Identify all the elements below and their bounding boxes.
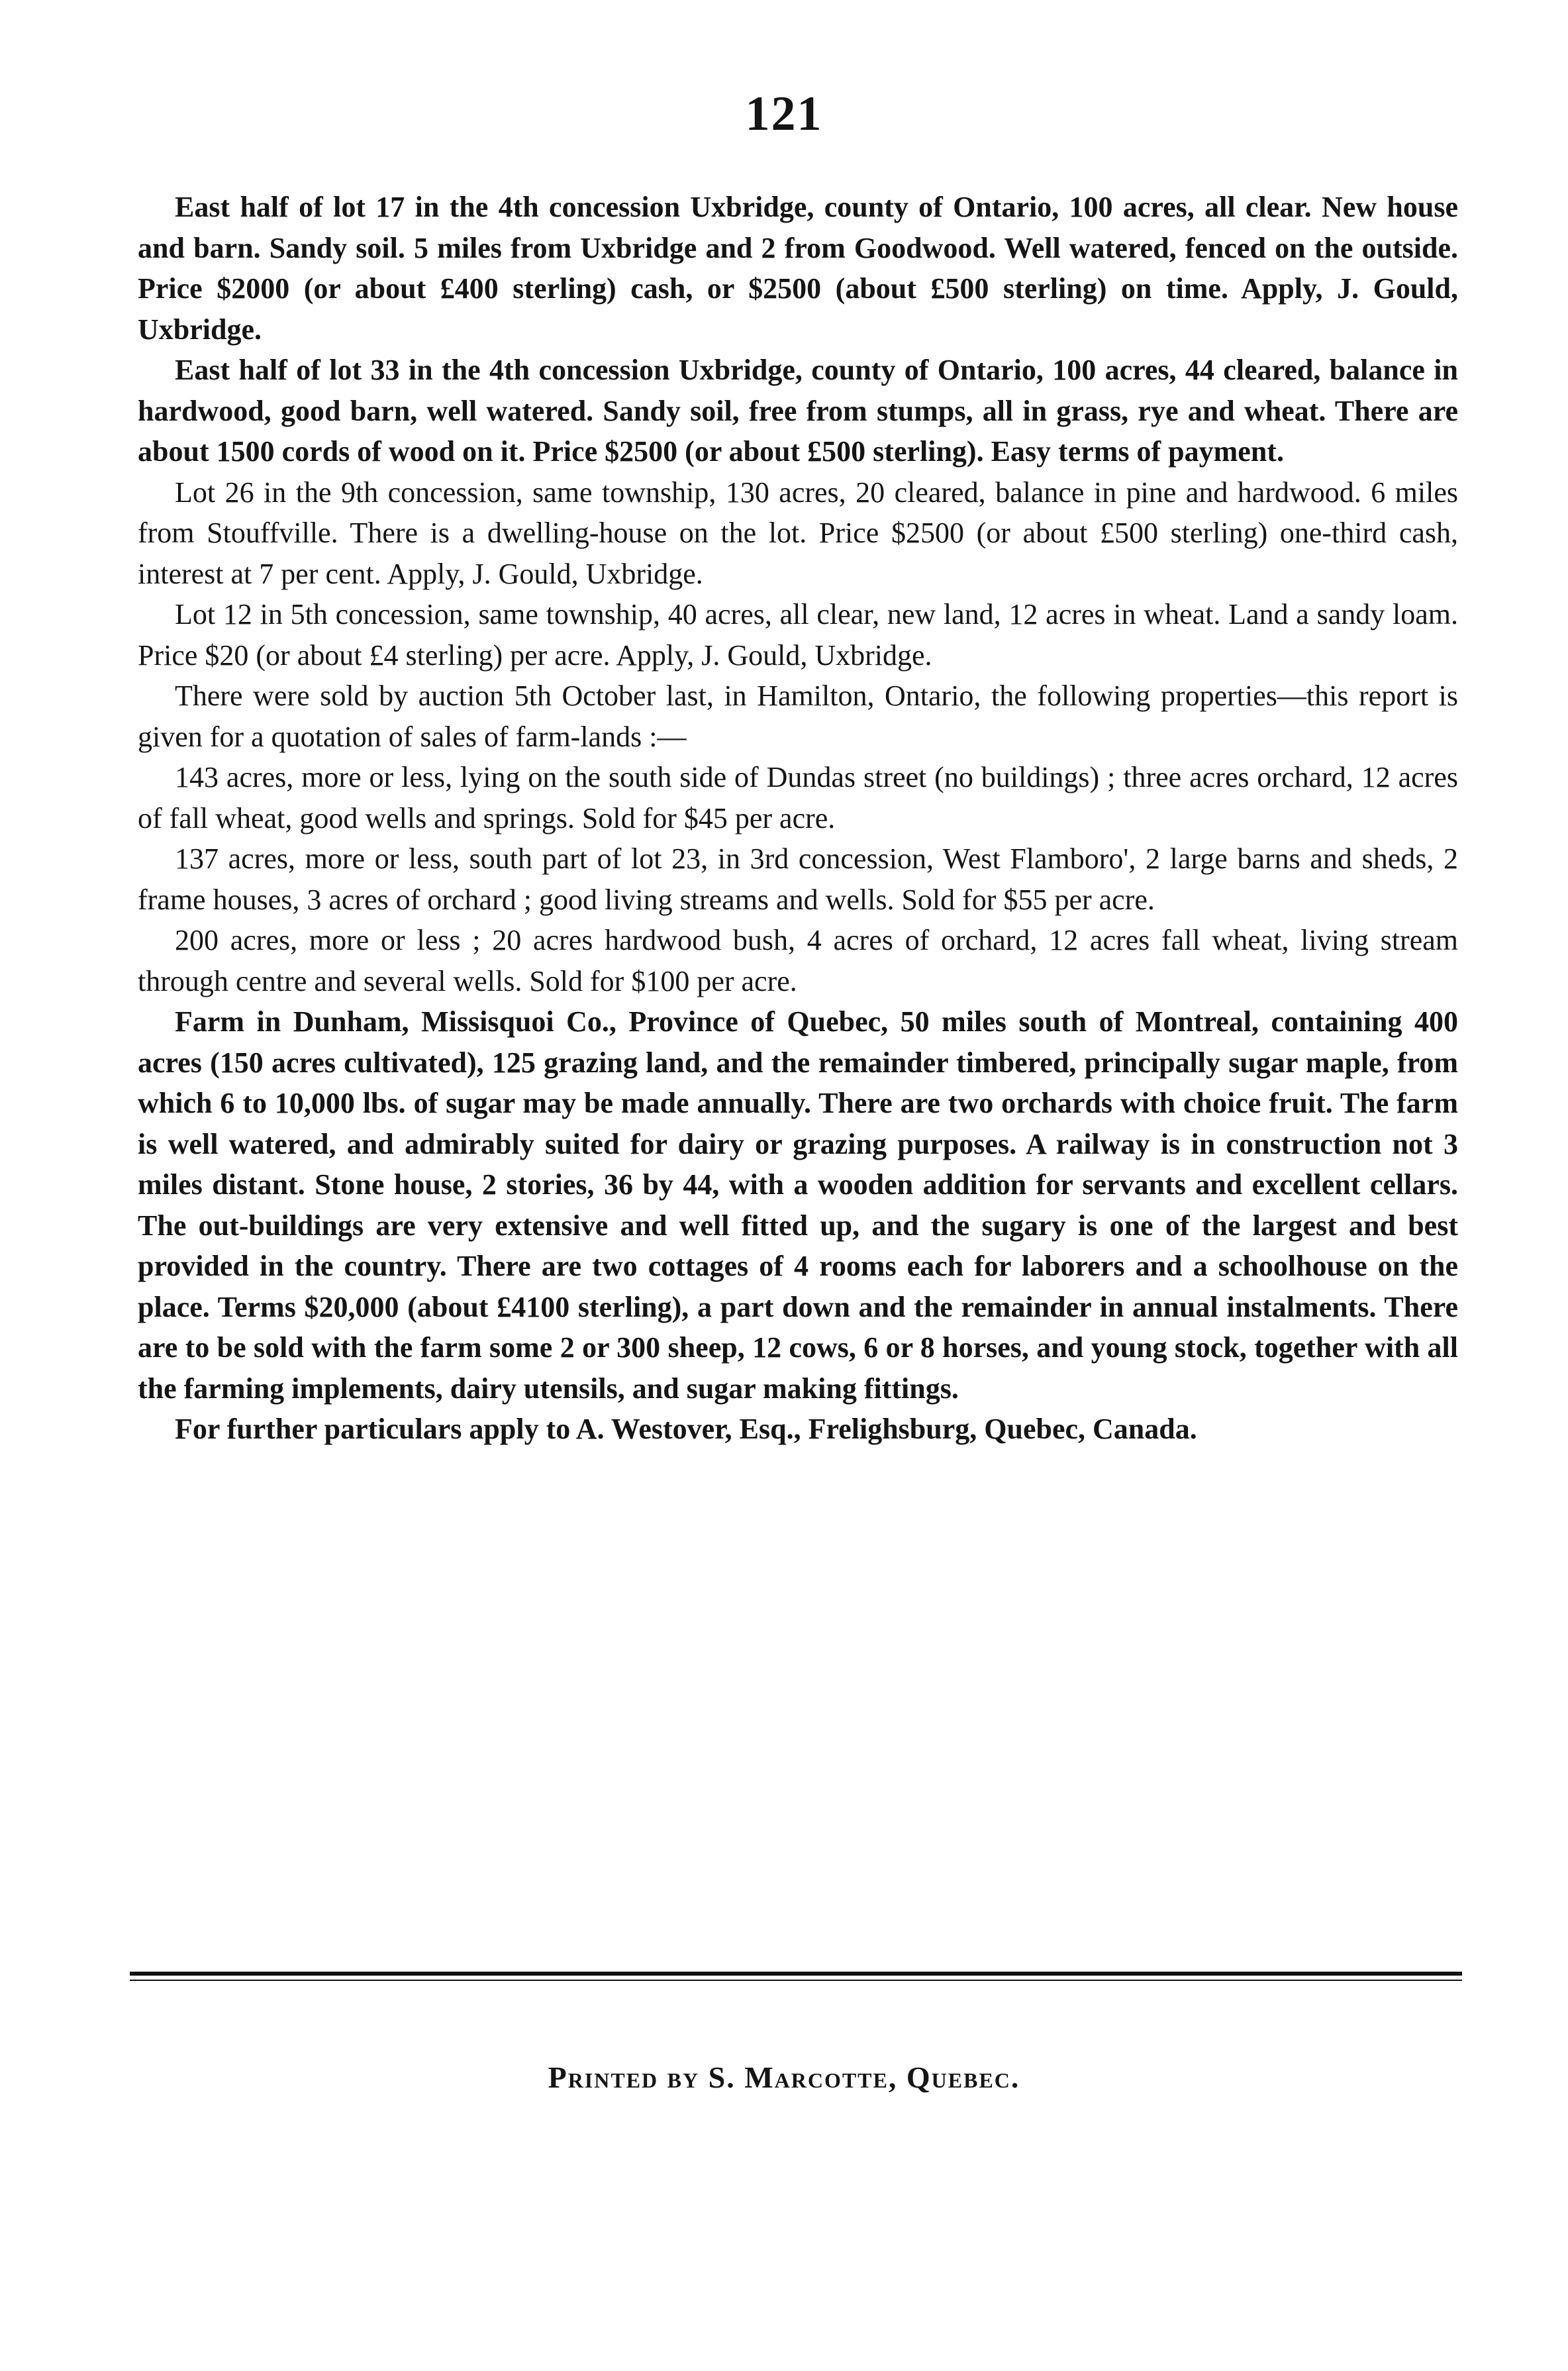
listing-paragraph: East half of lot 17 in the 4th concession Uxbridge, county of Ontario, 100 acres, all clear. New house and barn. Sandy soil. 5 miles from Uxbridge and 2 from Goodwood. Well watered, fenced on the outside. Price $2000 (or about £400 sterling) cash, or $2500 (about £500 sterling) on time. Apply, J. Gould, Uxbridge.	[138, 191, 1458, 346]
auction-item-paragraph: 143 acres, more or less, lying on the south side of Dundas street (no buildings) ; three acres orchard, 12 acres of fall wheat, good wells and springs. Sold for $45 per acre.	[138, 761, 1458, 834]
page-number: 121	[745, 87, 823, 141]
listing-paragraph: Lot 12 in 5th concession, same township, 40 acres, all clear, new land, 12 acres in wheat. Land a sandy loam. Price $20 (or about £4 sterling) per acre. Apply, J. Gould, Uxbridge.	[138, 598, 1458, 672]
auction-intro-paragraph: There were sold by auction 5th October last, in Hamilton, Ontario, the following properties—this report is given for a quotation of sales of farm-lands :—	[138, 680, 1458, 753]
auction-item-paragraph: 200 acres, more or less ; 20 acres hardwood bush, 4 acres of orchard, 12 acres fall wheat, living stream through centre and several wells. Sold for $100 per acre.	[138, 924, 1458, 997]
double-rule-divider	[130, 1972, 1462, 1981]
body-text	[138, 187, 1458, 1450]
contact-paragraph: For further particulars apply to A. Westover, Esq., Frelighsburg, Quebec, Canada.	[175, 1413, 1197, 1445]
auction-item-paragraph: 137 acres, more or less, south part of lot 23, in 3rd concession, West Flamboro', 2 large barns and sheds, 2 frame houses, 3 acres of orchard ; good living streams and wells. Sold for $55 per acre.	[138, 842, 1458, 916]
listing-paragraph: Lot 26 in the 9th concession, same township, 130 acres, 20 cleared, balance in pine and hardwood. 6 miles from Stouffville. There is a dwelling-house on the lot. Price $2500 (or about £500 sterling) one-third cash, interest at 7 per cent. Apply, J. Gould, Uxbridge.	[138, 476, 1458, 590]
listing-paragraph: East half of lot 33 in the 4th concession Uxbridge, county of Ontario, 100 acres, 44 cleared, balance in hardwood, good barn, well watered. Sandy soil, free from stumps, all in grass, rye and wheat. There are about 1500 cords of wood on it. Price $2500 (or about £500 sterling). Easy terms of payment.	[138, 354, 1458, 468]
farm-listing-paragraph: Farm in Dunham, Missisquoi Co., Province of Quebec, 50 miles south of Montreal, containing 400 acres (150 acres cultivated), 125 grazing land, and the remainder timbered, principally sugar maple, from which 6 to 10,000 lbs. of sugar may be made annually. There are two orchards with choice fruit. The farm is well watered, and admirably suited for dairy or grazing purposes. A railway is in construction not 3 miles distant. Stone house, 2 stories, 36 by 44, with a wooden addition for servants and excellent cellars. The out-buildings are very extensive and well fitted up, and the sugary is one of the largest and best provided in the country. There are two cottages of 4 rooms each for laborers and a schoolhouse on the place. Terms $20,000 (about £4100 sterling), a part down and the remainder in annual instalments. There are to be sold with the farm some 2 or 300 sheep, 12 cows, 6 or 8 horses, and young stock, together with all the farming implements, dairy utensils, and sugar making fittings.	[138, 1005, 1458, 1405]
thin-rule	[130, 1980, 1462, 1981]
thick-rule	[130, 1972, 1462, 1976]
printer-imprint: Printed by S. Marcotte, Quebec.	[548, 2060, 1020, 2094]
